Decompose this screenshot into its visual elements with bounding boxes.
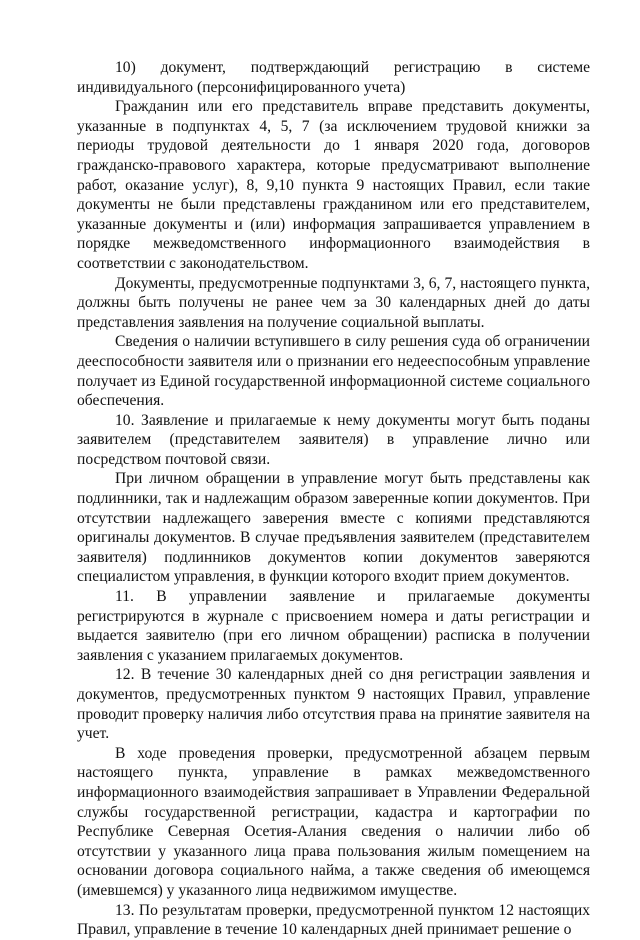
paragraph-point-13: 13. По результатам проверки, предусмотренной пунктом 12 настоящих Правил, управление в течение 10 календарных дней принимает решение о bbox=[77, 901, 590, 939]
paragraph-personal-appeal: При личном обращении в управление могут быть представлены как подлинники, так и надлежащим образом заверенные копии документов. При отсутствии надлежащего заверения вместе с копиями представляются оригиналы документов. В случае предъявления заявителем (представителем заявителя) подлинников документов копии документов заверяются специалистом управления, в функции которого входит прием документов. bbox=[77, 470, 590, 586]
paragraph-point-12: 12. В течение 30 календарных дней со дня регистрации заявления и документов, предусмотренных пунктом 9 настоящих Правил, управление проводит проверку наличия либо отсутствия права на принятие заявителя на учет. bbox=[77, 666, 590, 743]
paragraph-point-11: 11. В управлении заявление и прилагаемые документы регистрируются в журнале с присвоением номера и даты регистрации и выдается заявителю (при его личном обращении) расписка в получении заявления с указанием прилагаемых документов. bbox=[77, 588, 590, 664]
paragraph-item-10-document: 10) документ, подтверждающий регистрацию в системе индивидуального (персонифицированного учета) bbox=[77, 59, 590, 96]
paragraph-citizen-right: Гражданин или его представитель вправе представить документы, указанные в подпунктах 4, 5, 7 (за исключением трудовой книжки за периоды трудовой деятельности до 1 января 2020 года, договоров гражданско-правового характера, которые предусматривают выполнение работ, оказание услуг), 8, 9,10 пункта 9 настоящих Правил, если такие документы не были представлены гражданином или его представителем, указанные документы и (или) информация запрашивается управлением в порядке межведомственного информационного взаимодействия в соответствии с законодательством. bbox=[77, 98, 590, 272]
paragraph-court-decision: Сведения о наличии вступившего в силу решения суда об ограничении дееспособности заявителя или о признании его недееспособным управление получает из Единой государственной информационной системе социального обеспечения. bbox=[77, 333, 590, 410]
paragraph-point-10: 10. Заявление и прилагаемые к нему документы могут быть поданы заявителем (представителем заявителя) в управление лично или посредством почтовой связи. bbox=[77, 411, 590, 468]
paragraph-verification: В ходе проведения проверки, предусмотренной абзацем первым настоящего пункта, управление в рамках межведомственного информационного взаимодействия запрашивает в Управлении Федеральной службы государственной регистрации, кадастра и картографии по Республике Северная Осетия-Алания сведения о наличии либо об отсутствии у указанного лица права пользования жилым помещением на основании договора социального найма, а также сведения об имеющемся (имевшемся) у указанного лица недвижимом имуществе. bbox=[77, 744, 590, 899]
paragraph-documents-timing: Документы, предусмотренные подпунктами 3, 6, 7, настоящего пункта, должны быть получены не ранее чем за 30 календарных дней до даты представления заявления на получение социальной выплаты. bbox=[77, 274, 590, 331]
